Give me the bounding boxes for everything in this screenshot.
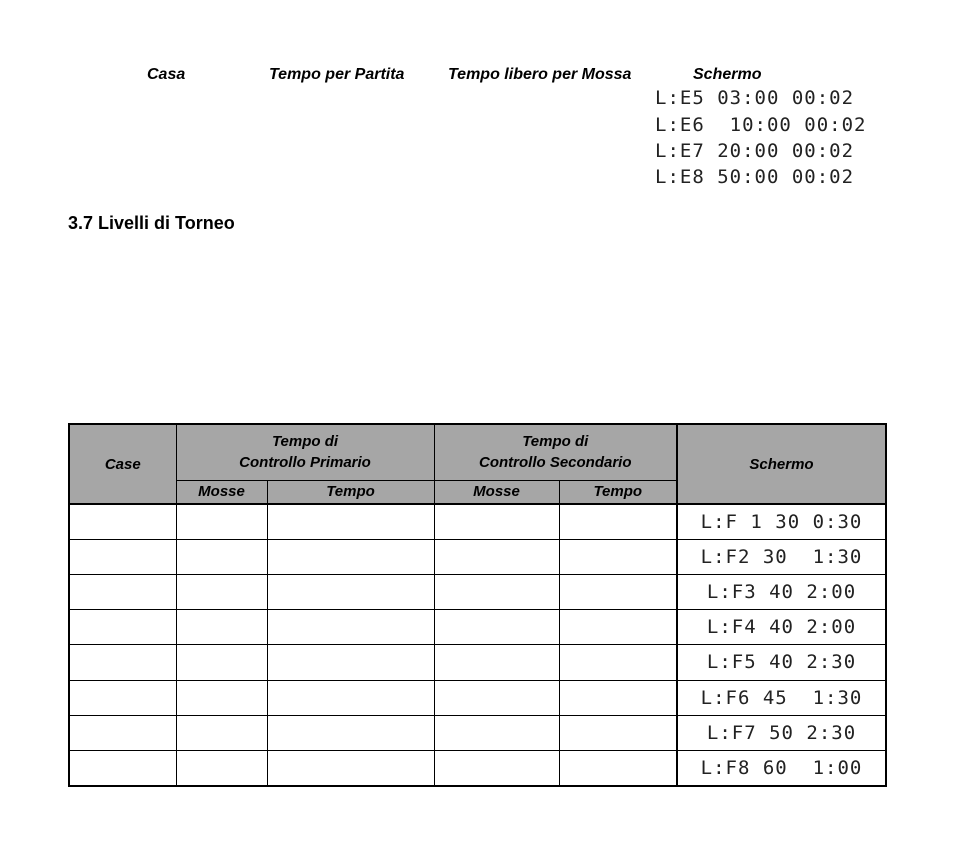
cell-mosse-secondary (434, 680, 559, 715)
subheader-tempo-secondary: Tempo (559, 480, 677, 504)
cell-mosse-primary (176, 575, 267, 610)
lcd-screen-f2: L:F2 30 1:30 (677, 540, 886, 575)
header-primary-control (176, 424, 434, 480)
lcd-screen-f4: L:F4 40 2:00 (677, 610, 886, 645)
cell-case (69, 645, 176, 680)
cell-tempo-primary (267, 680, 434, 715)
cell-mosse-secondary (434, 715, 559, 750)
table-row (69, 715, 886, 750)
cell-case (69, 540, 176, 575)
tournament-levels-table (68, 423, 887, 787)
header-schermo-table: Schermo (677, 424, 886, 504)
cell-case (69, 610, 176, 645)
lcd-screen-f1: L:F 1 30 0:30 (677, 504, 886, 540)
cell-tempo-primary (267, 540, 434, 575)
header-secondary-control (434, 424, 677, 480)
table-row (69, 645, 886, 680)
table-row (69, 540, 886, 575)
subheader-tempo-primary: Tempo (267, 480, 434, 504)
header-primary-line1: Tempo di (271, 433, 339, 451)
cell-case (69, 715, 176, 750)
cell-mosse-primary (176, 715, 267, 750)
lcd-screen-e8: L:E8 50:00 00:02 (655, 166, 855, 188)
header-casa: Casa (147, 66, 186, 83)
subheader-mosse-primary: Mosse (176, 480, 267, 504)
section-title: 3.7 Livelli di Torneo (68, 213, 235, 233)
cell-tempo-secondary (559, 575, 677, 610)
lcd-screen-f8: L:F8 60 1:00 (677, 750, 886, 786)
lcd-screen-f5: L:F5 40 2:30 (677, 645, 886, 680)
cell-tempo-primary (267, 750, 434, 786)
lcd-screen-f7: L:F7 50 2:30 (677, 715, 886, 750)
header-tempo-per-partita: Tempo per Partita (269, 66, 405, 83)
cell-tempo-primary (267, 504, 434, 540)
cell-mosse-secondary (434, 610, 559, 645)
cell-case (69, 680, 176, 715)
header-secondary-line1: Tempo di (522, 433, 589, 451)
header-secondary-line2: Controllo Secondario (479, 454, 632, 472)
lcd-screen-e7: L:E7 20:00 00:02 (655, 140, 855, 162)
cell-mosse-secondary (434, 575, 559, 610)
cell-tempo-secondary (559, 645, 677, 680)
cell-mosse-secondary (434, 645, 559, 680)
table-row (69, 575, 886, 610)
table-row (69, 750, 886, 786)
cell-tempo-secondary (559, 680, 677, 715)
cell-mosse-primary (176, 645, 267, 680)
cell-case (69, 504, 176, 540)
header-tempo-libero-per-mossa: Tempo libero per Mossa (448, 66, 632, 83)
cell-tempo-primary (267, 645, 434, 680)
cell-mosse-primary (176, 504, 267, 540)
lcd-screen-e5: L:E5 03:00 00:02 (655, 87, 855, 109)
table-row (69, 504, 886, 540)
table-row (69, 610, 886, 645)
cell-tempo-secondary (559, 504, 677, 540)
cell-tempo-secondary (559, 750, 677, 786)
cell-mosse-primary (176, 610, 267, 645)
cell-tempo-primary (267, 715, 434, 750)
lcd-screen-e6: L:E6 10:00 00:02 (655, 114, 867, 136)
cell-mosse-secondary (434, 504, 559, 540)
cell-mosse-primary (176, 680, 267, 715)
cell-mosse-secondary (434, 750, 559, 786)
cell-tempo-secondary (559, 715, 677, 750)
header-case: Case (69, 424, 176, 504)
cell-case (69, 750, 176, 786)
header-primary-line2: Controllo Primario (239, 454, 371, 472)
cell-mosse-primary (176, 750, 267, 786)
cell-mosse-primary (176, 540, 267, 575)
table-row (69, 680, 886, 715)
lcd-screen-f6: L:F6 45 1:30 (677, 680, 886, 715)
cell-tempo-primary (267, 610, 434, 645)
cell-case (69, 575, 176, 610)
cell-tempo-primary (267, 575, 434, 610)
header-schermo: Schermo (693, 66, 762, 83)
lcd-screen-f3: L:F3 40 2:00 (677, 575, 886, 610)
cell-tempo-secondary (559, 540, 677, 575)
cell-tempo-secondary (559, 610, 677, 645)
cell-mosse-secondary (434, 540, 559, 575)
subheader-mosse-secondary: Mosse (434, 480, 559, 504)
